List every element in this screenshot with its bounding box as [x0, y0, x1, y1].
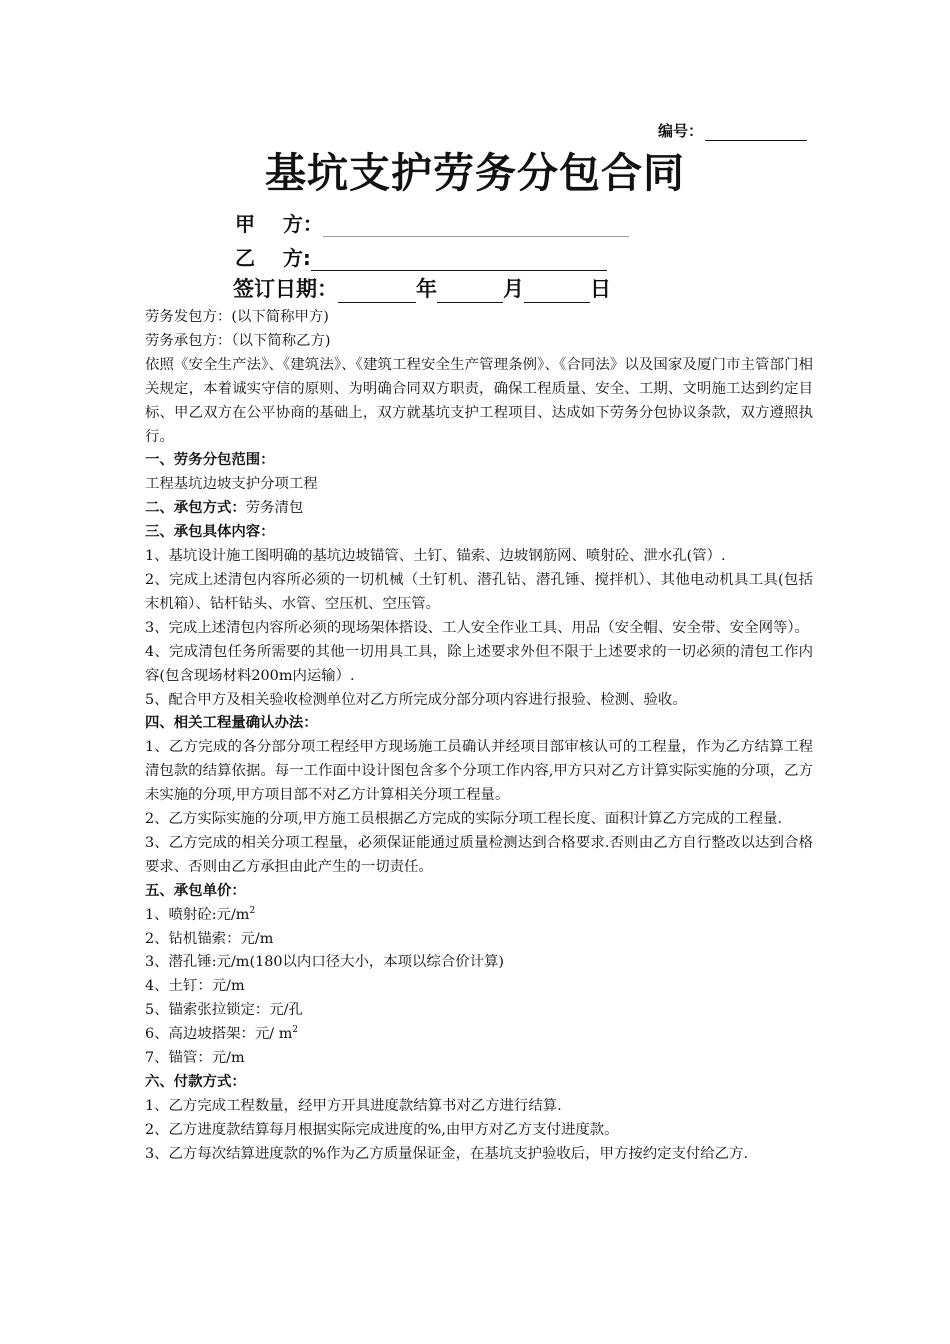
page-title: 基坑支护劳务分包合同 [265, 149, 685, 197]
party-a-row [235, 208, 629, 237]
section-5-item: 7、锚管：元/m [145, 1050, 245, 1067]
party-a-blank [323, 214, 629, 237]
section-5-item-row [145, 1023, 813, 1047]
square-superscript: 2 [292, 1025, 299, 1036]
year-label: 年 [416, 277, 437, 301]
section-1-text: 工程基坑边坡支护分项工程 [145, 476, 318, 493]
section-5-item: 6、高边坡搭架：元/ m [145, 1026, 293, 1043]
month-label: 月 [503, 277, 524, 301]
contractor-line: 劳务承包方：（以下简称乙方) [145, 332, 331, 349]
party-b-blank [311, 248, 607, 271]
section-2-row [145, 497, 813, 521]
section-3-item: 2、完成上述清包内容所必须的一切机械（土钉机、潜孔钻、潜孔锤、搅拌机）、其他电动机具工具(包括末机箱）、钻杆钻头、水管、空压机、空压管。 [145, 571, 813, 612]
section-5-item: 3、潜孔锤:元/m(180以内口径大小，本项以综合价计算) [145, 954, 505, 971]
day-blank [524, 278, 590, 303]
document-number [658, 120, 807, 141]
sign-date-label: 签订日期： [233, 277, 338, 301]
contract-body [145, 306, 813, 1167]
document-number-blank [705, 122, 807, 141]
section-5-item-row [145, 904, 813, 928]
section-5-item: 2、钻机锚索：元/m [145, 930, 274, 947]
document-number-label: 编号： [657, 122, 703, 140]
section-5-item: 5、锚索张拉锁定：元/孔 [145, 1002, 303, 1019]
section-5-item: 4、土钉：元/m [145, 978, 245, 995]
section-6-item: 1、乙方完成工程数量，经甲方开具进度款结算书对乙方进行结算. [145, 1097, 562, 1114]
section-3-item: 3、完成上述清包内容所必须的现场架体搭设、工人安全作业工具、用品（安全帽、安全带、安全网等）。 [145, 619, 809, 636]
party-a-label: 甲 方： [235, 212, 323, 236]
sign-date-row [233, 273, 611, 303]
square-superscript: 2 [249, 905, 256, 916]
section-1-title: 一、劳务分包范围： [145, 452, 275, 469]
section-2-value: 劳务清包 [245, 500, 304, 517]
section-3-item: 4、完成清包任务所需要的其他一切用具工具，除上述要求外但不限于上述要求的一切必须的清包工作内容(包含现场材料200m内运输）. [145, 643, 813, 684]
section-3-item: 1、基坑设计施工图明确的基坑边坡锚管、土钉、锚索、边坡钢筋网、喷射砼、泄水孔(管）. [145, 548, 726, 565]
section-6-item: 2、乙方进度款结算每月根据实际完成进度的%,由甲方对乙方支付进度款。 [145, 1121, 619, 1138]
year-blank [338, 278, 416, 303]
party-b-row [235, 242, 607, 271]
section-2-title: 二、承包方式： [145, 500, 246, 517]
section-3-title: 三、承包具体内容： [145, 524, 275, 541]
party-b-label: 乙 方: [235, 246, 311, 270]
section-6-item: 3、乙方每次结算进度款的%作为乙方质量保证金，在基坑支护验收后，甲方按约定支付给乙方. [145, 1145, 749, 1162]
section-3-item: 5、配合甲方及相关验收检测单位对乙方所完成分部分项内容进行报验、检测、验收。 [145, 691, 687, 708]
preamble-paragraph: 依照《安全生产法》、《建筑法》、《建筑工程安全生产管理条例》、《合同法》以及国家及厦门市主管部门相关规定，本着诚实守信的原则、为明确合同双方职责，确保工程质量、安全、工期、文明施工达到约定目标、甲乙双方在公平协商的基础上，双方就基坑支护工程项目、达成如下劳务分包协议条款，双方遵照执行。 [145, 356, 813, 445]
section-4-item: 2、乙方实际实施的分项,甲方施工员根据乙方完成的实际分项工程长度、面积计算乙方完成的工程量. [145, 811, 783, 828]
section-5-title: 五、承包单价： [145, 882, 246, 899]
month-blank [437, 278, 503, 303]
issuer-line: 劳务发包方：(以下简称甲方) [145, 309, 329, 325]
section-4-item: 3、乙方完成的相关分项工程量，必须保证能通过质量检测达到合格要求.否则由乙方自行整改以达到合格要求、否则由乙方承担由此产生的一切责任。 [145, 834, 813, 875]
section-5-item: 1、喷射砼:元/m [145, 906, 250, 923]
section-4-title: 四、相关工程量确认办法： [145, 715, 318, 732]
section-6-title: 六、付款方式： [145, 1074, 246, 1090]
section-4-item: 1、乙方完成的各分部分项工程经甲方现场施工员确认并经项目部审核认可的工程量，作为乙方结算工程清包款的结算依据。每一工作面中设计图包含多个分项工作内容,甲方只对乙方计算实际实施的分项，乙方未实施的分项,甲方项目部不对乙方计算相关分项工程量。 [145, 739, 813, 804]
day-label: 日 [590, 277, 611, 301]
